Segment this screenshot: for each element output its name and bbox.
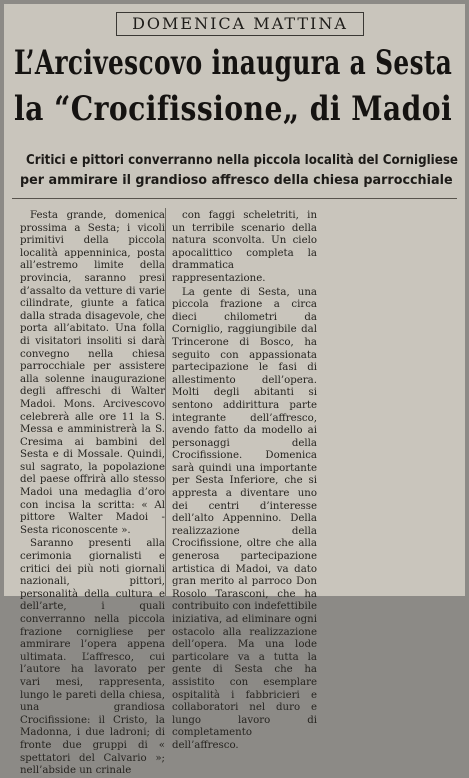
column-divider	[165, 208, 166, 596]
article-paragraph: Festa grande, domenica prossima a Sesta; i vicoli primitivi della piccola località appenninica, posta all’estremo limite della provincia, saranno presi d’assalto da vetture di varie cilindrate, giunte a fatica dalla strada disagevole, che porta all’abitato. Una folla di visitatori insoliti si darà convegno nella chiesa parrocchiale per assistere alla solenne inaugurazione degli affreschi di Walter Madoi. Mons. Arcivescovo celebrerà alle ore 11 la S. Messa e amministrerà la S. Cresima ai bambini del Sesta e di Mossale. Quindi, sul sagrato, la popolazione del paese offrirà allo stesso Madoi una medaglia d’oro con incisa la scritta: « Al pittore Walter Madoi - Sesta riconoscente ».	[20, 210, 165, 536]
section-masthead: DOMENICA MATTINA	[116, 12, 364, 36]
subheadline-line-1: Critici e pittori converranno nella piccola località del Cornigliese	[26, 153, 458, 168]
headline-rule	[12, 198, 457, 199]
article-paragraph: con faggi scheletriti, in un terribile scenario della natura sconvolta. Un cielo apocalittico completa la drammatica rappresentazione.	[172, 210, 317, 284]
headline-line-1: L’Arcivescovo inaugura a Sesta	[14, 43, 453, 83]
headline-line-2: la “Crocifissione„ di Madoi	[14, 89, 453, 129]
subheadline-line-2: per ammirare il grandioso affresco della chiesa parrocchiale	[20, 173, 453, 188]
newspaper-clipping	[4, 4, 465, 777]
article-paragraph: La gente di Sesta, una piccola frazione a circa dieci chilometri da Corniglio, raggiungibile dal Trincerone di Bosco, ha seguito con appassionata partecipazione le fasi di allestimento dell’opera. Molti degli abitanti si sentono addirittura parte integrante dell’affresco, avendo fatto da modello ai personaggi della Crocifissione. Domenica sarà quindi una importante per Sesta Inferiore, che si appresta a diventare uno dei centri d’interesse dell’alto Appennino. Della realizzazione della Crocifissione, oltre che alla generosa partecipazione artistica di Madoi, va dato gran merito al parroco Don Rosolo Tarasconi, che ha contribuito con indefettibile iniziativa, ad eliminare ogni ostacolo alla realizzazione dell’opera. Ma una lode particolare va a tutta la gente di Sesta che ha assistito con esemplare ospitalità i fabbricieri e collaboratori nel duro e lungo lavoro di completamento dell’affresco.	[172, 286, 317, 751]
article-column-1	[20, 210, 165, 778]
article-column-2	[172, 210, 317, 753]
article-paragraph: Saranno presenti alla cerimonia giornalisti e critici dei più noti giornali nazionali, pittori, personalità della cultura e dell’arte, i quali converranno nella piccola frazione cornigliese per ammirare l’opera appena ultimata. L’affresco, cui l’autore ha lavorato per vari mesi, rappresenta, lungo le pareti della chiesa, una grandiosa Crocifissione: il Cristo, la Madonna, i due ladroni; di fronte due gruppi di « spettatori del Calvario »; nell’abside un crinale	[20, 538, 165, 777]
